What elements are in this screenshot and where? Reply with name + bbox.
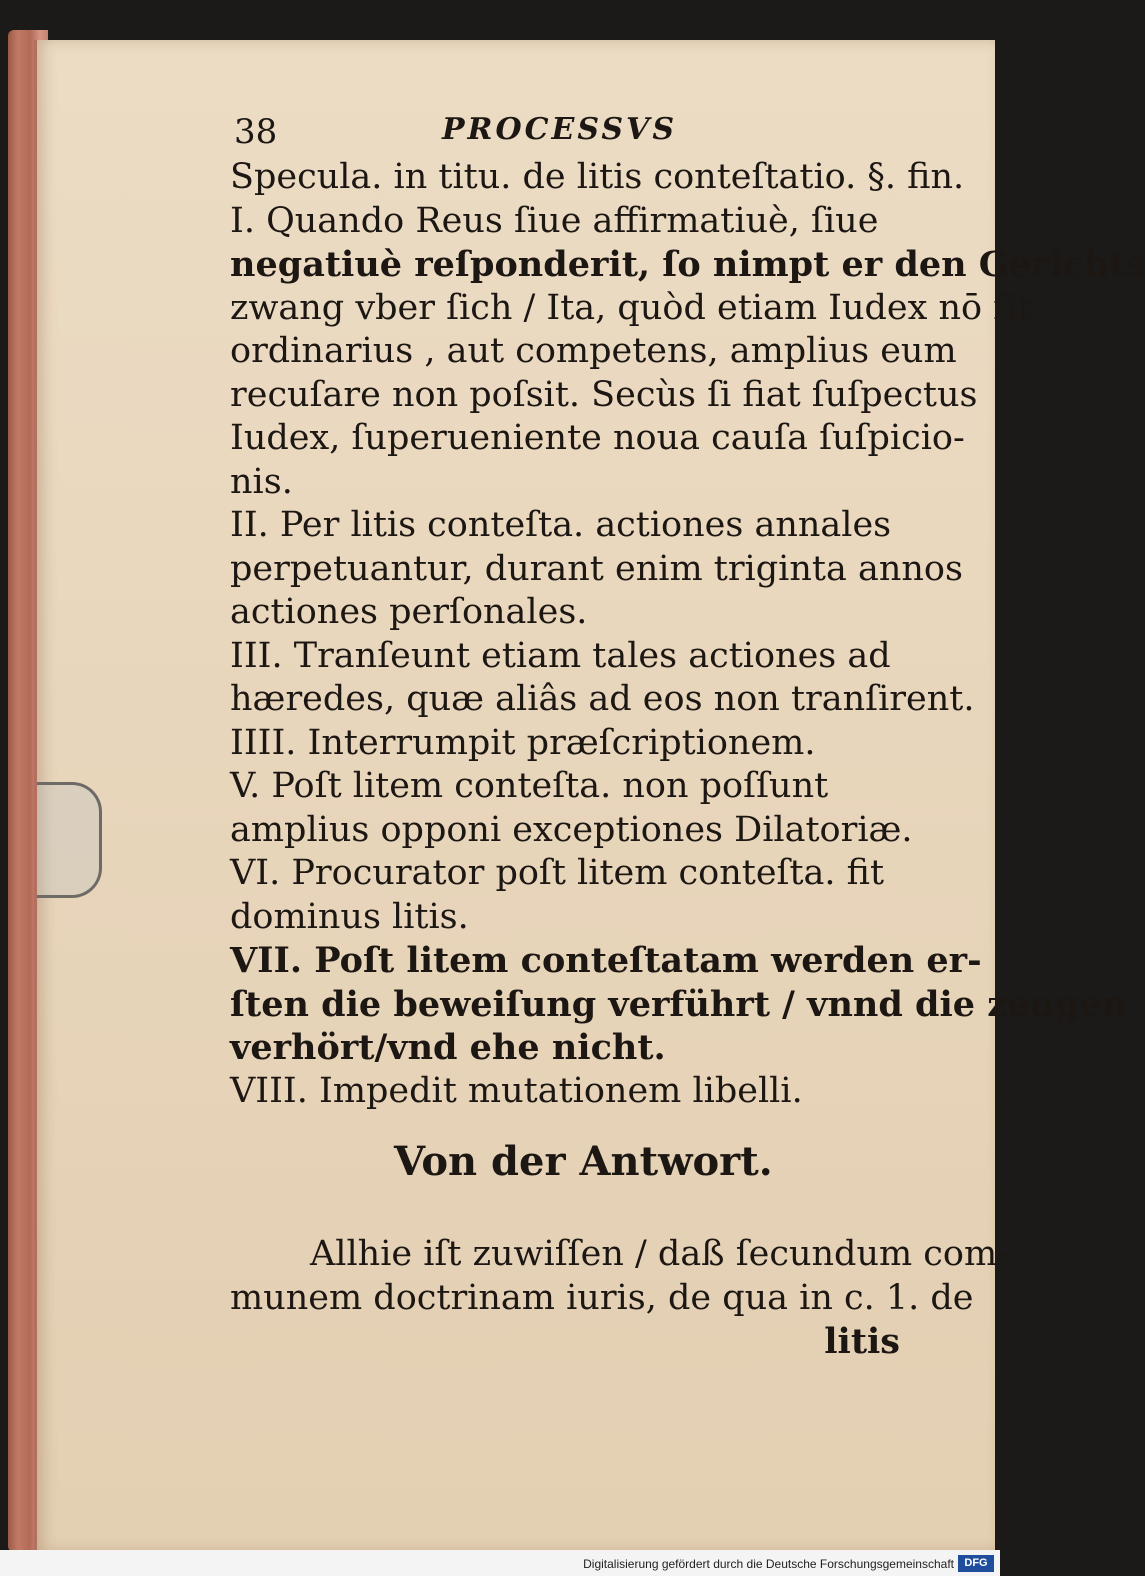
text-line: I. Quando Reus ſiue affirmatiuè, ſiue bbox=[230, 200, 879, 241]
main-text-block bbox=[230, 110, 1145, 1113]
dfg-logo-icon: DFG bbox=[958, 1555, 994, 1572]
text-line: IIII. Interrumpit præſcriptionem. bbox=[230, 722, 816, 763]
text-line: actiones perſonales. bbox=[230, 592, 588, 632]
text-line: II. Per litis conteſta. actiones annales bbox=[230, 505, 892, 545]
catchword: litis bbox=[824, 1321, 900, 1362]
footer-bar bbox=[0, 1550, 1000, 1576]
text-line: Specula. in titu. de litis conteſtatio. §. fin. bbox=[230, 157, 965, 197]
text-line: hæredes, quæ aliâs ad eos non tranſirent. bbox=[230, 679, 975, 719]
text-line: VI. Procurator poſt litem conteſta. fit bbox=[230, 853, 885, 893]
text-line: VIII. Impedit mutationem libelli. bbox=[230, 1070, 803, 1111]
text-line: ordinarius , aut competens, amplius eum bbox=[230, 331, 957, 371]
section-heading: Von der Antwort. bbox=[394, 1138, 773, 1185]
text-line: amplius opponi exceptiones Dilatoriæ. bbox=[230, 809, 913, 850]
text-line: VII. Poſt litem conteſtatam werden er- bbox=[230, 940, 982, 981]
footer-credit: Digitalisierung gefördert durch die Deutsche Forschungsgemeinschaft bbox=[583, 1557, 954, 1571]
text-line: recuſare non poſsit. Secùs ſi fiat ſuſpectus bbox=[230, 374, 978, 415]
text-line: munem doctrinam iuris, de qua in c. 1. de bbox=[230, 1278, 974, 1318]
text-line: perpetuantur, durant enim triginta annos bbox=[230, 548, 963, 589]
text-line: III. Tranſeunt etiam tales actiones ad bbox=[230, 635, 891, 676]
text-line: Iudex, ſuperueniente noua cauſa ſuſpicio- bbox=[230, 418, 965, 458]
running-head: PROCESSVS bbox=[442, 112, 677, 147]
text-line: V. Poſt litem conteſta. non poſſunt bbox=[230, 766, 829, 806]
closing-paragraph bbox=[230, 1232, 1009, 1364]
page-clip bbox=[37, 782, 102, 898]
page-number: 38 bbox=[234, 112, 278, 152]
text-line: Allhie iſt zuwiſſen / daß ſecundum com- bbox=[310, 1234, 1009, 1274]
text-line: verhört/vnd ehe nicht. bbox=[230, 1027, 666, 1068]
text-line: ſten die beweiſung verführt / vnnd die zeugen bbox=[230, 983, 1128, 1025]
text-line: negatiuè reſponderit, ſo nimpt er den Gerichts bbox=[230, 244, 1145, 285]
page-header bbox=[230, 110, 920, 156]
text-line: nis. bbox=[230, 461, 293, 502]
text-line: dominus litis. bbox=[230, 896, 469, 937]
text-line: zwang vber ſich / Ita, quòd etiam Iudex nō ſit bbox=[230, 287, 1032, 328]
